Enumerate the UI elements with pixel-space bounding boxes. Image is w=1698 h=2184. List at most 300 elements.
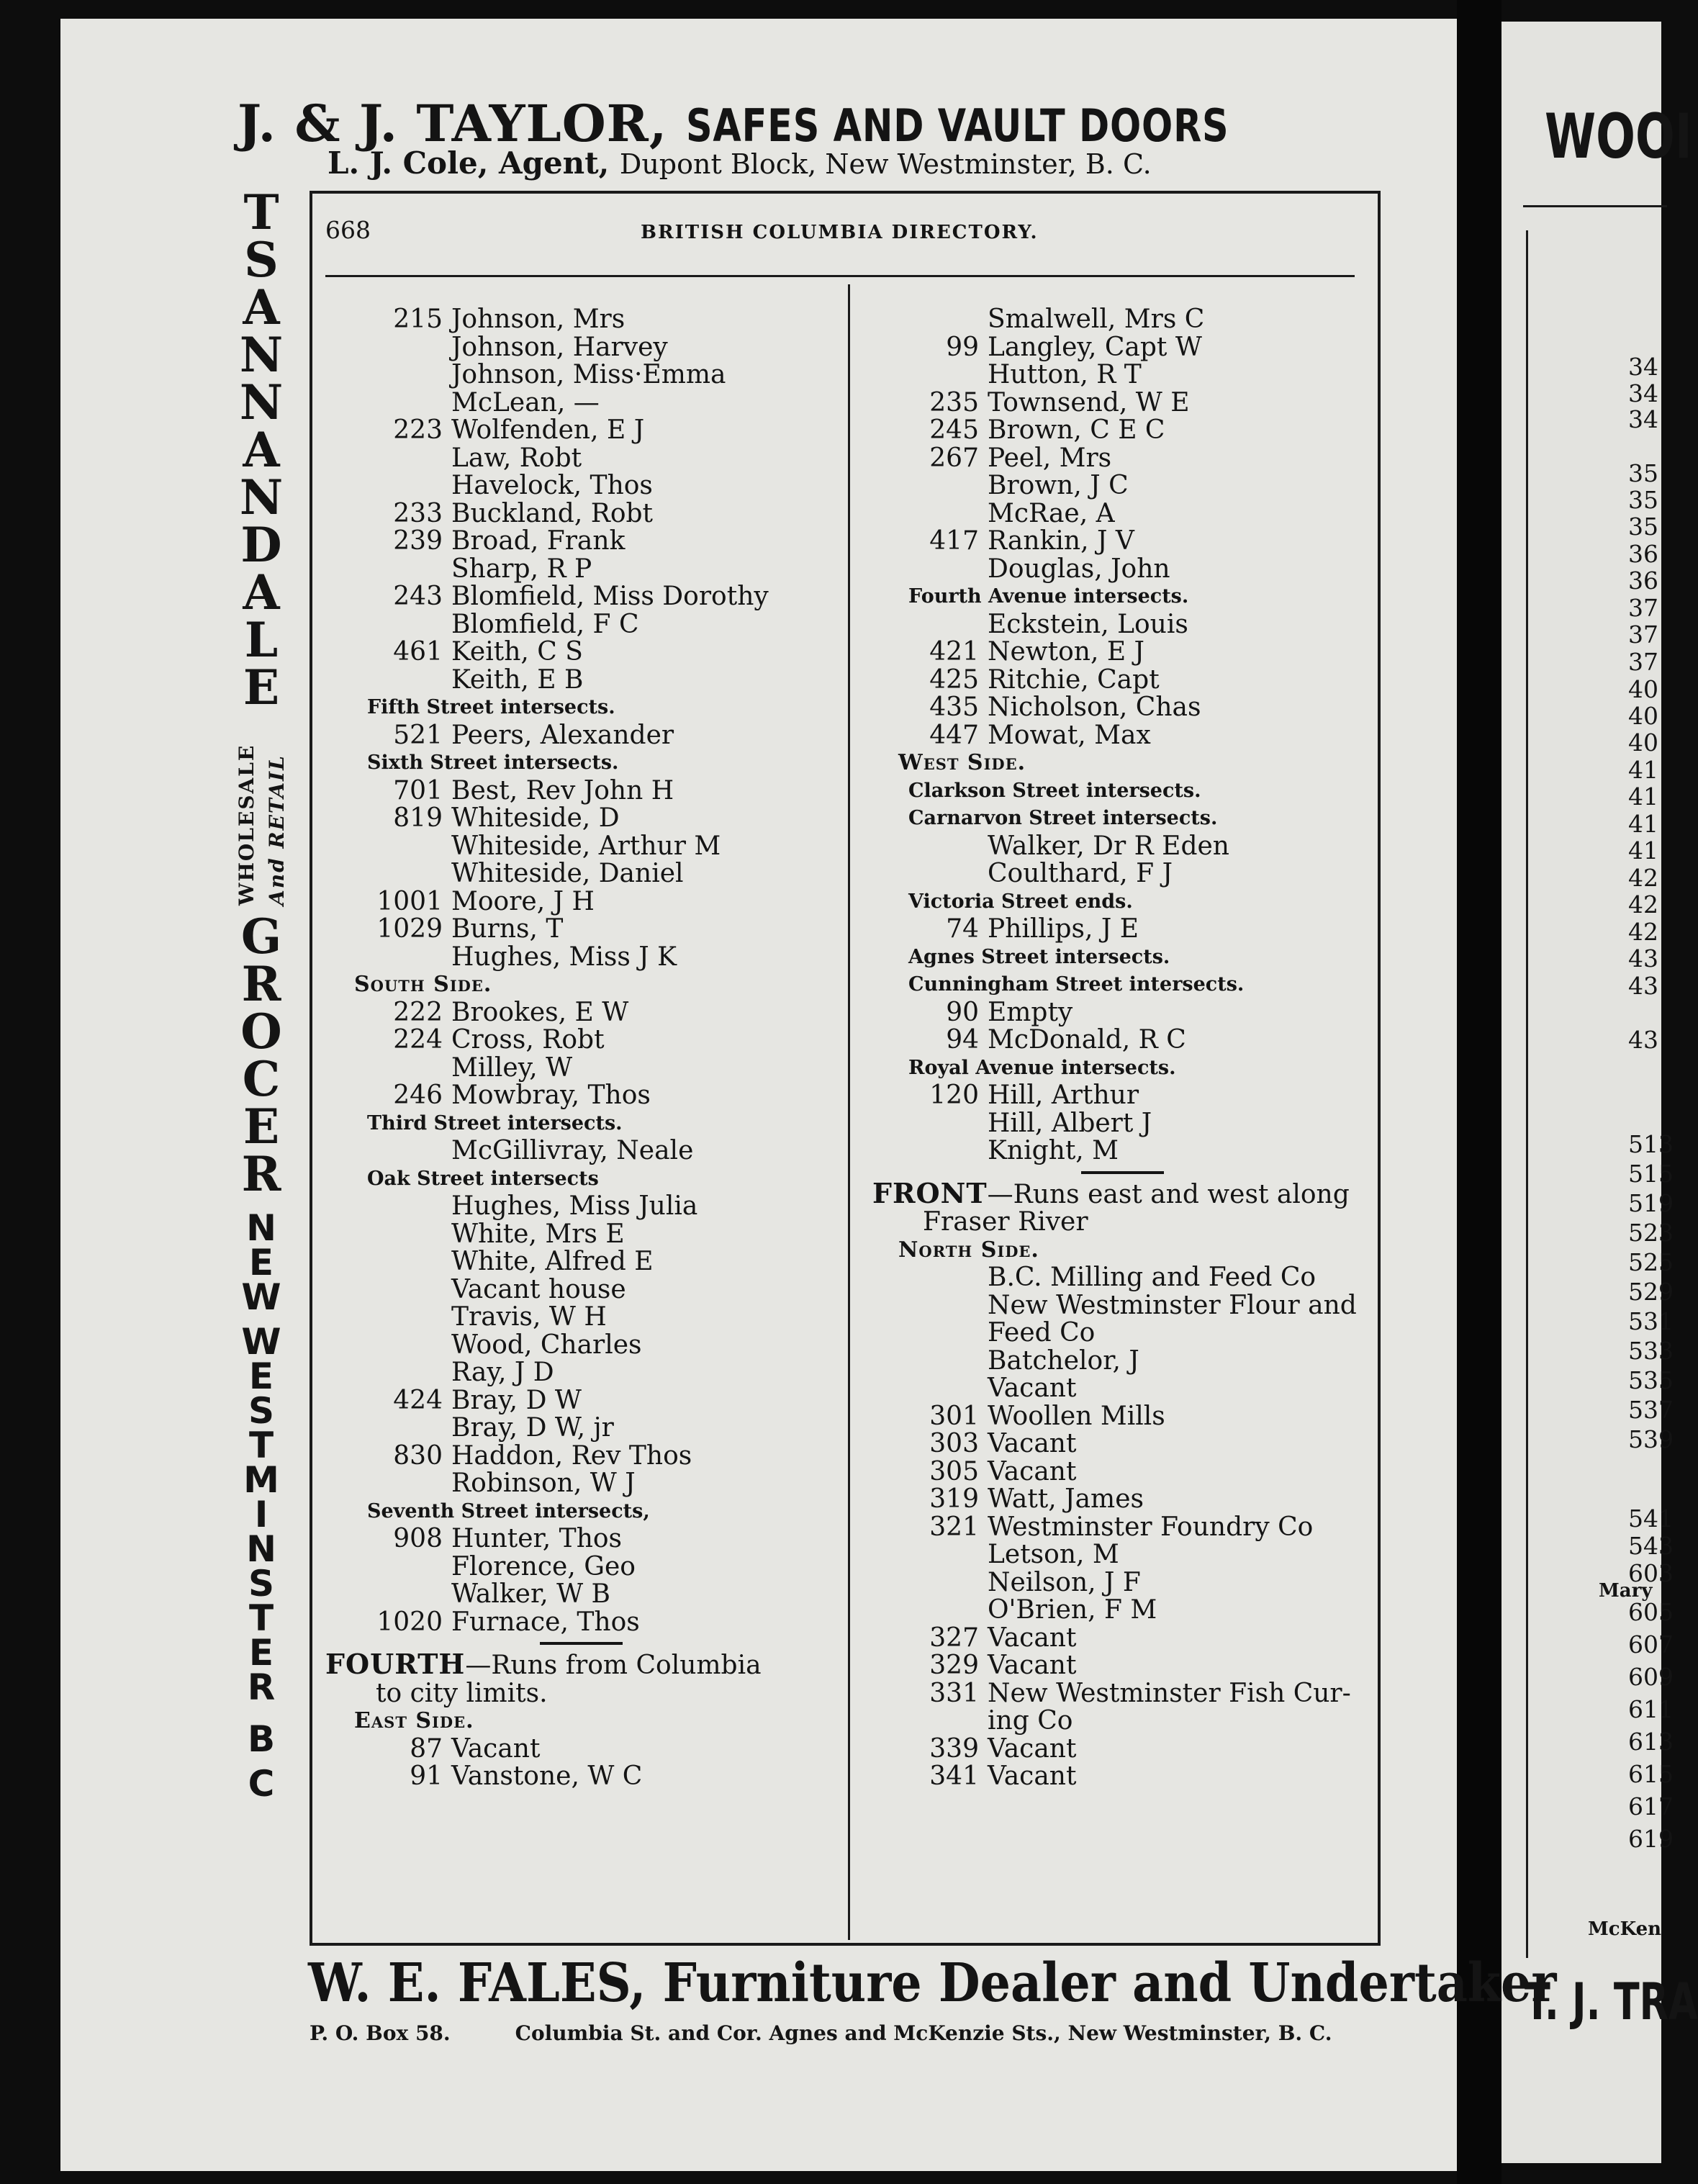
directory-entry [317, 944, 842, 972]
fales-ad-line2 [310, 2021, 1332, 2045]
directory-entry [317, 611, 842, 639]
column-divider [848, 284, 850, 1940]
side-ad-letter: R [241, 956, 281, 1012]
directory-entry [864, 1137, 1382, 1165]
resident-name: Peers, Alexander [451, 720, 674, 750]
resident-name: Vacant [988, 1733, 1077, 1764]
side-ad-letter: L [244, 612, 279, 668]
side-heading: West Side. [898, 750, 1026, 775]
directory-entry [864, 1569, 1382, 1597]
directory-entry [317, 1763, 842, 1791]
house-number: 425 [929, 664, 979, 695]
adjacent-page-number: 41 [1628, 810, 1658, 838]
resident-name: Wood, Charles [451, 1330, 642, 1360]
resident-name: Hughes, Miss J K [451, 942, 677, 972]
directory-entry [317, 1248, 842, 1276]
house-number: 74 [946, 914, 979, 944]
resident-name: Travis, W H [451, 1302, 607, 1332]
adjacent-page-number: 34 [1628, 353, 1658, 381]
directory-entry [864, 528, 1382, 556]
directory-entry [864, 1763, 1382, 1791]
adjacent-page-number: 537 [1628, 1396, 1674, 1424]
annandale-side-ad [229, 184, 294, 1811]
directory-entry [317, 1359, 842, 1387]
directory-entry [317, 528, 842, 556]
adjacent-page-number: 611 [1628, 1695, 1674, 1723]
resident-name: McDonald, R C [988, 1025, 1186, 1055]
resident-name: Ray, J D [451, 1358, 554, 1387]
house-number: 435 [929, 692, 979, 722]
resident-name: Feed Co [988, 1318, 1096, 1348]
intersection-note: Carnarvon Street intersects. [908, 807, 1218, 829]
directory-entry [864, 334, 1382, 362]
directory-entry [317, 664, 842, 695]
directory-entry [864, 1375, 1382, 1403]
resident-name: Brookes, E W [451, 997, 629, 1027]
side-ad-letter: S [244, 232, 279, 288]
directory-entry [864, 1597, 1382, 1625]
resident-name: Law, Robt [451, 443, 582, 473]
adjacent-page-number: 619 [1628, 1825, 1674, 1853]
house-number: 215 [393, 304, 443, 334]
adjacent-page-number: 531 [1628, 1307, 1674, 1335]
directory-entry [864, 1082, 1382, 1110]
resident-name: Sharp, R P [451, 554, 592, 584]
directory-entry [317, 888, 842, 916]
house-number: 327 [929, 1623, 979, 1653]
resident-name: Johnson, Harvey [451, 332, 668, 362]
resident-name: Bray, D W [451, 1385, 582, 1415]
resident-name: Vacant [988, 1429, 1077, 1458]
side-ad-letter: E [243, 1098, 280, 1155]
resident-name: Brown, J C [988, 471, 1129, 500]
resident-name: Buckland, Robt [451, 498, 654, 528]
side-ad-letter: D [240, 517, 282, 573]
resident-name: Hutton, R T [988, 360, 1142, 389]
resident-name: Milley, W [451, 1052, 573, 1083]
directory-entry [317, 1276, 842, 1304]
adjacent-page-note: McKen [1588, 1918, 1662, 1940]
side-heading: South Side. [354, 972, 492, 997]
house-number: 908 [393, 1524, 443, 1553]
adjacent-page-number: 607 [1628, 1630, 1674, 1659]
directory-entry [864, 1514, 1382, 1542]
adjacent-page-number: 40 [1628, 728, 1658, 757]
house-number: 90 [946, 997, 979, 1027]
directory-entry [317, 777, 842, 806]
directory-entry [864, 500, 1382, 528]
resident-name: Whiteside, D [451, 803, 620, 833]
taylor-product: SAFES AND VAULT DOORS [685, 99, 1229, 152]
resident-name: Douglas, John [988, 554, 1170, 584]
house-number: 223 [393, 415, 443, 445]
resident-name: Townsend, W E [988, 387, 1190, 418]
resident-name: Keith, C S [451, 637, 583, 667]
directory-entry [317, 1733, 842, 1764]
directory-entry [864, 1625, 1382, 1653]
intersection-note: Seventh Street intersects, [367, 1499, 650, 1522]
directory-entry [864, 1345, 1382, 1376]
house-number: 701 [393, 775, 443, 806]
street-description-cont: to city limits. [376, 1678, 548, 1708]
directory-entry [317, 500, 842, 528]
directory-entry [864, 860, 1382, 888]
resident-name: Moore, J H [451, 886, 595, 916]
intersection-note: Victoria Street ends. [908, 890, 1133, 913]
side-ad-letter: M [243, 1459, 279, 1501]
directory-entry [864, 1733, 1382, 1764]
resident-name: B.C. Milling and Feed Co [988, 1263, 1317, 1292]
side-ad-letter: S [248, 1390, 274, 1432]
adjacent-page-number: 535 [1628, 1366, 1674, 1394]
resident-name: Whiteside, Daniel [451, 859, 684, 888]
directory-entry [317, 1609, 842, 1637]
adjacent-page-number: 519 [1628, 1189, 1674, 1217]
directory-entry [317, 833, 842, 861]
adjacent-page-number: 541 [1628, 1504, 1674, 1533]
resident-name: Walker, Dr R Eden [988, 831, 1229, 861]
resident-name: Vacant [451, 1733, 541, 1764]
street-description: —Runs from Columbia [465, 1651, 762, 1680]
adjacent-page-number: 41 [1628, 756, 1658, 784]
adjacent-page-number: 40 [1628, 702, 1658, 730]
house-number: 447 [929, 720, 979, 750]
adjacent-page-number: 35 [1628, 486, 1658, 514]
resident-name: Letson, M [988, 1540, 1119, 1569]
intersection-note: Cunningham Street intersects. [908, 973, 1245, 996]
side-ad-letter: R [241, 1146, 281, 1202]
house-number: 830 [393, 1440, 443, 1471]
resident-name: Vacant [988, 1761, 1077, 1791]
resident-name: New Westminster Flour and [988, 1290, 1357, 1320]
adjacent-page-heading: WOOI [1545, 101, 1692, 173]
directory-entry [864, 664, 1382, 695]
directory-entry [864, 694, 1382, 722]
resident-name: Florence, Geo [451, 1551, 636, 1581]
resident-name: Langley, Capt W [988, 332, 1202, 362]
side-ad-letter: W [241, 1276, 281, 1318]
directory-entry [317, 1332, 842, 1360]
side-ad-letter: S [248, 1563, 274, 1605]
house-number: 267 [929, 443, 979, 473]
adjacent-page-number: 37 [1628, 594, 1658, 622]
house-number: 424 [393, 1385, 443, 1415]
house-number: 417 [929, 526, 979, 556]
house-number: 1029 [376, 914, 443, 944]
directory-entry [317, 1026, 842, 1055]
directory-entry [317, 916, 842, 944]
directory-entry [864, 306, 1382, 334]
adjacent-page-note: Mary [1599, 1580, 1653, 1602]
intersection-note: Clarkson Street intersects. [908, 779, 1201, 802]
resident-name: Haddon, Rev Thos [451, 1440, 692, 1471]
adjacent-page-number: 37 [1628, 621, 1658, 649]
adjacent-page-number: 523 [1628, 1219, 1674, 1247]
adjacent-page-footer: T. J. TRA [1525, 1972, 1698, 2031]
adjacent-page-number: 617 [1628, 1792, 1674, 1820]
house-number: 99 [946, 332, 979, 362]
resident-name: Vacant [988, 1373, 1077, 1403]
resident-name: Vacant house [451, 1274, 626, 1304]
adjacent-page-number: 41 [1628, 836, 1658, 865]
taylor-ad-line2 [328, 145, 1152, 181]
resident-name: Ritchie, Capt [988, 664, 1160, 695]
resident-name: Watt, James [988, 1484, 1144, 1514]
taylor-firm: J. & J. TAYLOR, [238, 94, 668, 153]
directory-entry [317, 1470, 842, 1498]
house-number: 233 [393, 498, 443, 528]
directory-entry [864, 611, 1382, 639]
resident-name: Wolfenden, E J [451, 415, 645, 445]
side-ad-letter: I [254, 1494, 268, 1535]
resident-name: Havelock, Thos [451, 471, 653, 500]
house-number: 1001 [376, 886, 443, 916]
adjacent-page-number: 37 [1628, 648, 1658, 676]
resident-name: Hughes, Miss Julia [451, 1191, 698, 1221]
resident-name: Batchelor, J [988, 1345, 1139, 1376]
house-number: 239 [393, 526, 443, 556]
side-ad-letter: C [248, 1763, 275, 1805]
header-rule [325, 275, 1355, 277]
side-ad-letter: T [248, 1425, 274, 1466]
directory-entry [864, 833, 1382, 861]
house-number: 319 [929, 1484, 979, 1514]
side-ad-letter: O [240, 1003, 282, 1060]
directory-entry [864, 389, 1382, 418]
directory-entry [864, 1458, 1382, 1486]
directory-entry [317, 1082, 842, 1110]
adjacent-page-number: 36 [1628, 567, 1658, 595]
adjacent-page-number: 529 [1628, 1278, 1674, 1306]
intersection-note: Third Street intersects. [367, 1111, 623, 1134]
side-ad-wholesale [229, 713, 294, 908]
adjacent-page-number: 35 [1628, 513, 1658, 541]
side-ad-letter: W [241, 1321, 281, 1363]
intersection-note: Royal Avenue intersects. [908, 1056, 1176, 1079]
directory-entry [864, 916, 1382, 944]
house-number: 235 [929, 387, 979, 418]
directory-entry [864, 556, 1382, 584]
directory-entry [317, 306, 842, 334]
house-number: 87 [410, 1733, 443, 1764]
side-ad-letter: A [243, 279, 280, 335]
adjacent-page-number: 603 [1628, 1559, 1674, 1587]
house-number: 91 [410, 1761, 443, 1791]
street-name: FOURTH [325, 1648, 466, 1680]
house-number: 120 [929, 1080, 979, 1110]
house-number: 339 [929, 1733, 979, 1764]
adjacent-page-number: 615 [1628, 1760, 1674, 1788]
directory-entry [864, 472, 1382, 500]
side-ad-letter: G [240, 908, 282, 965]
resident-name: Knight, M [988, 1136, 1119, 1165]
side-ad-wholesale-text: WHOLESALE [235, 744, 258, 906]
directory-entry [317, 1440, 842, 1471]
directory-entry [317, 1193, 842, 1221]
directory-entry [864, 1292, 1382, 1320]
adjacent-page-rule [1523, 205, 1667, 207]
street-description-cont: Fraser River [923, 1207, 1088, 1237]
resident-name: Brown, C E C [988, 415, 1165, 445]
resident-name: Furnace, Thos [451, 1607, 640, 1637]
resident-name: Smalwell, Mrs C [988, 304, 1205, 334]
resident-name: Blomfield, Miss Dorothy [451, 582, 769, 611]
directory-entry [864, 1110, 1382, 1138]
side-ad-letter: A [243, 422, 280, 478]
side-ad-letter: T [248, 1597, 274, 1639]
resident-name: Vanstone, W C [451, 1761, 643, 1791]
street-name: FRONT [872, 1176, 988, 1209]
directory-entry [864, 445, 1382, 473]
side-heading: East Side. [354, 1708, 474, 1733]
directory-entry [864, 1403, 1382, 1431]
street-heading [864, 1176, 1382, 1237]
resident-name: Nicholson, Chas [988, 692, 1201, 722]
adjacent-page [1501, 22, 1698, 2163]
resident-name: O'Brien, F M [988, 1595, 1157, 1625]
resident-name: Hill, Albert J [988, 1108, 1152, 1138]
directory-entry [864, 1652, 1382, 1680]
directory-entry [864, 722, 1382, 750]
house-number: 321 [929, 1512, 979, 1542]
directory-entry [317, 389, 842, 418]
directory-entry [317, 334, 842, 362]
house-number: 303 [929, 1429, 979, 1458]
resident-name: Blomfield, F C [451, 609, 639, 639]
resident-name: McRae, A [988, 498, 1115, 528]
adjacent-page-number: 613 [1628, 1728, 1674, 1756]
directory-entry [317, 1525, 842, 1553]
directory-entry [864, 1680, 1382, 1708]
resident-name: New Westminster Fish Cur- [988, 1678, 1351, 1708]
side-ad-retail-text: And RETAIL [265, 754, 289, 906]
resident-name: Cross, Robt [451, 1025, 605, 1055]
directory-entry [317, 1414, 842, 1443]
directory-entry [317, 1553, 842, 1581]
side-ad-letter: R [247, 1666, 276, 1708]
resident-name: White, Mrs E [451, 1219, 625, 1249]
side-ad-letter: E [248, 1632, 274, 1674]
adjacent-page-number: 34 [1628, 379, 1658, 407]
adjacent-page-number: 35 [1628, 459, 1658, 487]
side-ad-letter: N [239, 469, 284, 525]
house-number: 331 [929, 1678, 979, 1708]
resident-name: Vacant [988, 1456, 1077, 1486]
resident-name: Rankin, J V [988, 526, 1134, 556]
resident-name: Hunter, Thos [451, 1524, 623, 1553]
house-number: 224 [393, 1025, 443, 1055]
taylor-ad-line1 [238, 94, 1348, 153]
house-number: 243 [393, 582, 443, 611]
resident-name: Walker, W B [451, 1579, 611, 1609]
resident-name: Robinson, W J [451, 1468, 636, 1498]
adjacent-page-number: 539 [1628, 1425, 1674, 1453]
adjacent-page-number: 43 [1628, 944, 1658, 973]
side-heading: North Side. [898, 1237, 1039, 1263]
resident-name: Keith, E B [451, 664, 584, 695]
house-number: 301 [929, 1401, 979, 1431]
fales-address: Columbia St. and Cor. Agnes and McKenzie Sts., New Westminster, B. C. [515, 2021, 1332, 2045]
resident-name: Coulthard, F J [988, 859, 1173, 888]
directory-entry [317, 556, 842, 584]
resident-name: Johnson, Miss·Emma [451, 360, 726, 389]
adjacent-page-number: 34 [1628, 405, 1658, 433]
intersection-note: Fourth Avenue intersects. [908, 585, 1189, 608]
book-gutter [1457, 0, 1501, 2184]
directory-entry [864, 1430, 1382, 1458]
street-heading [317, 1648, 842, 1708]
side-ad-letter: N [239, 327, 284, 383]
street-description: —Runs east and west along [987, 1179, 1350, 1209]
directory-entry [317, 417, 842, 445]
intersection-note: Agnes Street intersects. [908, 945, 1170, 968]
directory-entry [864, 638, 1382, 667]
house-number: 421 [929, 637, 979, 667]
directory-entry [864, 1707, 1382, 1736]
directory-entry [317, 805, 842, 833]
resident-name: Broad, Frank [451, 526, 626, 556]
house-number: 341 [929, 1761, 979, 1791]
adjacent-page-number: 43 [1628, 972, 1658, 1000]
adjacent-page-number: 533 [1628, 1337, 1674, 1365]
side-ad-letter: E [243, 659, 280, 716]
directory-entry [864, 1264, 1382, 1292]
directory-entry [317, 445, 842, 473]
adjacent-page-number: 42 [1628, 918, 1658, 946]
side-ad-letter: N [246, 1528, 276, 1570]
resident-name: Johnson, Mrs [451, 304, 626, 334]
side-ad-letter: A [243, 564, 280, 621]
left-column [317, 306, 842, 1791]
right-column [864, 306, 1382, 1791]
side-ad-letter: B [247, 1718, 276, 1760]
resident-name: Neilson, J F [988, 1567, 1141, 1597]
adjacent-page-number: 525 [1628, 1248, 1674, 1276]
directory-entry [864, 1541, 1382, 1569]
resident-name: Empty [988, 997, 1073, 1027]
adjacent-page-number: 42 [1628, 890, 1658, 919]
resident-name: Vacant [988, 1623, 1077, 1653]
directory-entry [317, 1581, 842, 1609]
house-number: 819 [393, 803, 443, 833]
adjacent-page-number: 42 [1628, 864, 1658, 892]
adjacent-page-number: 36 [1628, 540, 1658, 568]
resident-name: Newton, E J [988, 637, 1144, 667]
directory-entry [317, 583, 842, 611]
resident-name: McLean, — [451, 387, 600, 418]
directory-entry [317, 1221, 842, 1249]
side-ad-letter: N [239, 374, 284, 430]
directory-entry [864, 1026, 1382, 1055]
taylor-address: Dupont Block, New Westminster, B. C. [619, 148, 1152, 180]
resident-name: Westminster Foundry Co [988, 1512, 1314, 1542]
house-number: 222 [393, 997, 443, 1027]
intersection-note: Sixth Street intersects. [367, 752, 619, 774]
house-number: 94 [946, 1025, 979, 1055]
intersection-note: Oak Street intersects [367, 1167, 599, 1190]
directory-entry [864, 999, 1382, 1027]
directory-entry [864, 361, 1382, 389]
side-ad-letter: E [248, 1242, 274, 1283]
side-ad-letter: T [243, 184, 279, 240]
house-number: 329 [929, 1651, 979, 1680]
adjacent-page-number: 543 [1628, 1532, 1674, 1560]
adjacent-page-number: 43 [1628, 1026, 1658, 1054]
resident-name: Whiteside, Arthur M [451, 831, 721, 861]
resident-name: ing Co [988, 1706, 1073, 1736]
resident-name: Bray, D W, jr [451, 1413, 614, 1443]
directory-entry [317, 361, 842, 389]
